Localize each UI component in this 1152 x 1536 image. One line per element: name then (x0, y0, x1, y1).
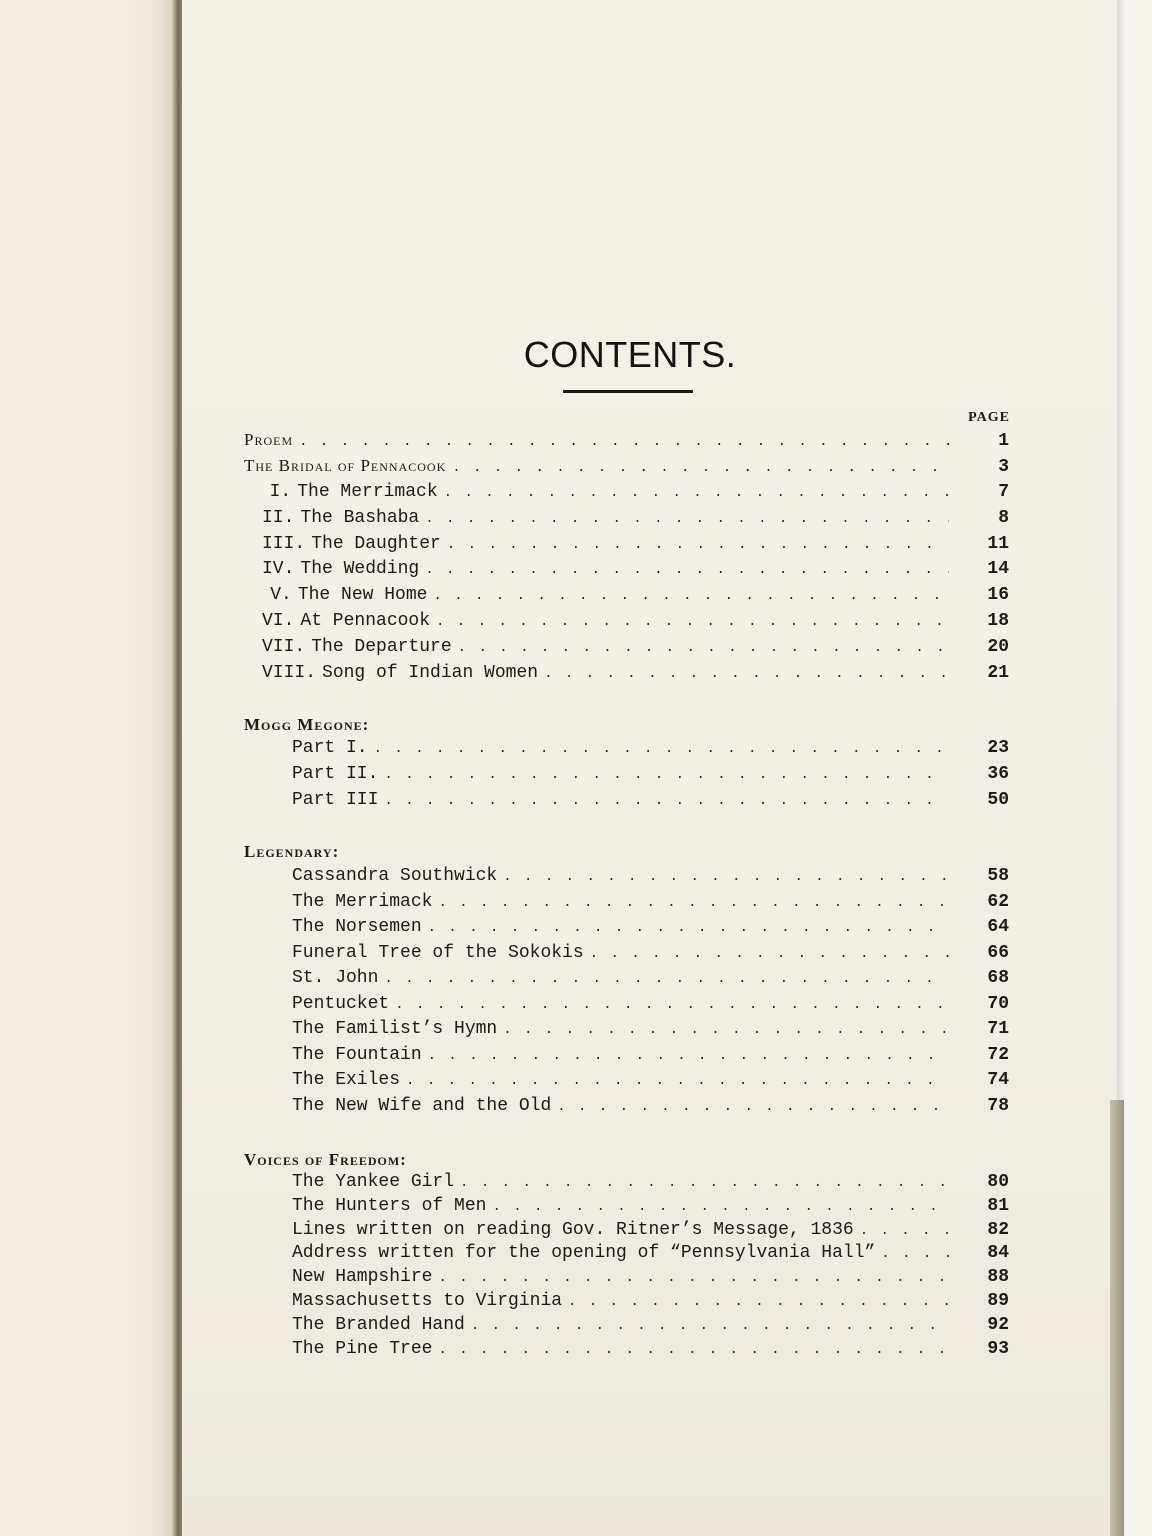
toc-entry-page: 81 (987, 1195, 1009, 1216)
leader-dots (881, 1246, 949, 1262)
toc-entry-page: 71 (987, 1019, 1009, 1039)
section-heading-legendary: Legendary: (244, 842, 340, 861)
toc-entry (0, 1096, 1152, 1122)
toc-entry (0, 738, 1152, 764)
toc-entry-page: 11 (987, 533, 1009, 554)
toc-entry-page: 64 (987, 917, 1009, 937)
toc-entry-label: The Fountain (292, 1044, 422, 1065)
toc-entry-page: 16 (987, 585, 1009, 606)
toc-entry-number: I. (269, 482, 292, 502)
toc-entry (0, 1339, 1152, 1365)
toc-entry-label: Pentucket (292, 993, 390, 1014)
toc-entry-page: 74 (987, 1070, 1009, 1090)
leader-dots (452, 460, 949, 476)
leader-dots (503, 1022, 949, 1038)
toc-entry-number: III. (262, 533, 306, 554)
leader-dots (428, 1048, 949, 1064)
toc-entry (0, 1243, 1152, 1269)
toc-entry-label: New Hampshire (292, 1267, 433, 1288)
toc-entry-page: 23 (987, 738, 1009, 758)
section-heading-mogg: Mogg Megone: (244, 715, 370, 734)
leader-dots (374, 741, 949, 757)
page-title: CONTENTS. (523, 334, 737, 375)
leader-dots (436, 614, 949, 630)
toc-entry-page: 1 (998, 431, 1009, 451)
leader-dots (395, 997, 949, 1013)
toc-entry-label: The Wedding (300, 559, 420, 580)
page-column-header: PAGE (968, 410, 1010, 425)
toc-entry-label: Address written for the opening of “Pennsylvania Hall” (292, 1243, 876, 1264)
toc-entry (0, 1172, 1152, 1198)
toc-entry (0, 534, 1152, 560)
toc-entry-number: II. (262, 507, 295, 528)
leader-dots (503, 869, 949, 885)
leader-dots (425, 562, 949, 578)
toc-entry-number: VIII. (262, 662, 317, 683)
leader-dots (557, 1099, 949, 1115)
toc-entry-label: The Branded Hand (292, 1314, 465, 1335)
toc-entry-label: The Yankee Girl (292, 1172, 455, 1192)
toc-entry-label: The Norsemen (292, 917, 422, 937)
toc-entry (0, 585, 1152, 611)
toc-entry-label: The Pine Tree (292, 1338, 433, 1359)
toc-entry (0, 943, 1152, 969)
toc-entry-page: 70 (987, 993, 1009, 1014)
toc-entry (0, 1291, 1152, 1317)
leader-dots (384, 793, 949, 809)
toc-entry-label: Song of Indian Women (322, 662, 539, 683)
toc-entry-page: 82 (987, 1219, 1009, 1240)
toc-entry (0, 663, 1152, 689)
toc-entry-page: 93 (987, 1338, 1009, 1359)
leader-dots (425, 511, 949, 527)
toc-entry (0, 508, 1152, 534)
toc-entry-label: The Merrimack (297, 482, 438, 502)
toc-entry-page: 80 (987, 1172, 1009, 1192)
toc-entry-page: 3 (998, 457, 1009, 477)
toc-entry (0, 637, 1152, 663)
toc-entry (0, 611, 1152, 637)
toc-entry-number: IV. (262, 559, 295, 580)
toc-entry-label: The Exiles (292, 1070, 401, 1090)
toc-entry (0, 1220, 1152, 1246)
leader-dots (447, 537, 949, 553)
toc-entry-page: 7 (998, 482, 1009, 502)
toc-entry (0, 1019, 1152, 1045)
toc-entry-label: Cassandra Southwick (292, 866, 498, 886)
toc-entry-label: The Hunters of Men (292, 1195, 487, 1216)
toc-entry-page: 92 (987, 1314, 1009, 1335)
toc-entry-page: 14 (987, 559, 1009, 580)
toc-entry-label: The Bridal of Pennacook (244, 456, 447, 475)
toc-entry (0, 866, 1152, 892)
toc-entry-proem (0, 430, 1152, 456)
toc-entry-label: Massachusetts to Virginia (292, 1291, 563, 1311)
toc-entry-page: 50 (987, 790, 1009, 810)
leader-dots (460, 1175, 949, 1191)
leader-dots (568, 1294, 949, 1310)
toc-entry-label: The New Wife and the Old (292, 1095, 552, 1116)
leader-dots (544, 666, 949, 682)
leader-dots (384, 971, 949, 987)
leader-dots (438, 1342, 949, 1358)
toc-entry-label: Part III (292, 790, 379, 810)
toc-entry (0, 482, 1152, 508)
leader-dots (438, 1270, 949, 1286)
toc-entry-label: The Merrimack (292, 891, 433, 912)
leader-dots (438, 895, 949, 911)
leader-dots (433, 588, 949, 604)
toc-entry (0, 1267, 1152, 1293)
leader-dots (471, 1318, 949, 1334)
title-rule (563, 390, 693, 393)
leader-dots (860, 1223, 949, 1239)
toc-entry-page: 78 (987, 1095, 1009, 1116)
toc-entry (0, 559, 1152, 585)
toc-entry-bridal (0, 456, 1152, 482)
toc-entry-page: 89 (987, 1291, 1009, 1311)
toc-entry-page: 18 (987, 611, 1009, 631)
toc-entry-label: Part II. (292, 764, 379, 784)
toc-entry-label: The Bashaba (300, 507, 420, 528)
leader-dots (299, 434, 949, 450)
toc-entry-page: 36 (987, 764, 1009, 784)
toc-entry (0, 892, 1152, 918)
toc-entry (0, 968, 1152, 994)
toc-entry-label: St. John (292, 968, 379, 988)
toc-entry (0, 1315, 1152, 1341)
toc-entry-label: The Familist’s Hymn (292, 1019, 498, 1039)
toc-entry (0, 1196, 1152, 1222)
toc-entry-page: 8 (998, 507, 1009, 528)
leader-dots (590, 946, 949, 962)
toc-entry-label: The New Home (297, 585, 428, 606)
toc-entry (0, 790, 1152, 816)
toc-entry (0, 1045, 1152, 1071)
leader-dots (428, 920, 949, 936)
toc-entry-label: Part I. (292, 738, 368, 758)
toc-entry-label: The Daughter (311, 533, 441, 554)
toc-entry-page: 62 (987, 891, 1009, 912)
toc-entry-page: 66 (987, 942, 1009, 963)
toc-entry (0, 764, 1152, 790)
toc-entry-label: At Pennacook (300, 611, 431, 631)
toc-entry (0, 1070, 1152, 1096)
toc-entry-page: 21 (987, 662, 1009, 683)
toc-entry-page: 88 (987, 1267, 1009, 1288)
toc-entry-number: VII. (262, 636, 306, 657)
toc-entry (0, 917, 1152, 943)
leader-dots (444, 485, 949, 501)
toc-entry-number: V. (270, 585, 292, 606)
leader-dots (384, 767, 949, 783)
leader-dots (406, 1073, 949, 1089)
toc-entry (0, 994, 1152, 1020)
toc-entry-label: Funeral Tree of the Sokokis (292, 942, 584, 963)
toc-entry-label: The Departure (311, 636, 452, 657)
toc-entry-label: Proem (244, 430, 294, 449)
toc-entry-label: Lines written on reading Gov. Ritner’s Message, 1836 (292, 1219, 854, 1240)
leader-dots (458, 640, 949, 656)
toc-entry-page: 20 (987, 636, 1009, 657)
leader-dots (492, 1199, 949, 1215)
toc-entry-page: 68 (987, 968, 1009, 988)
section-heading-voices: Voices of Freedom: (244, 1150, 407, 1169)
toc-entry-page: 72 (987, 1044, 1009, 1065)
toc-entry-number: VI. (262, 611, 295, 631)
toc-entry-page: 58 (987, 866, 1009, 886)
toc-entry-page: 84 (987, 1243, 1009, 1264)
